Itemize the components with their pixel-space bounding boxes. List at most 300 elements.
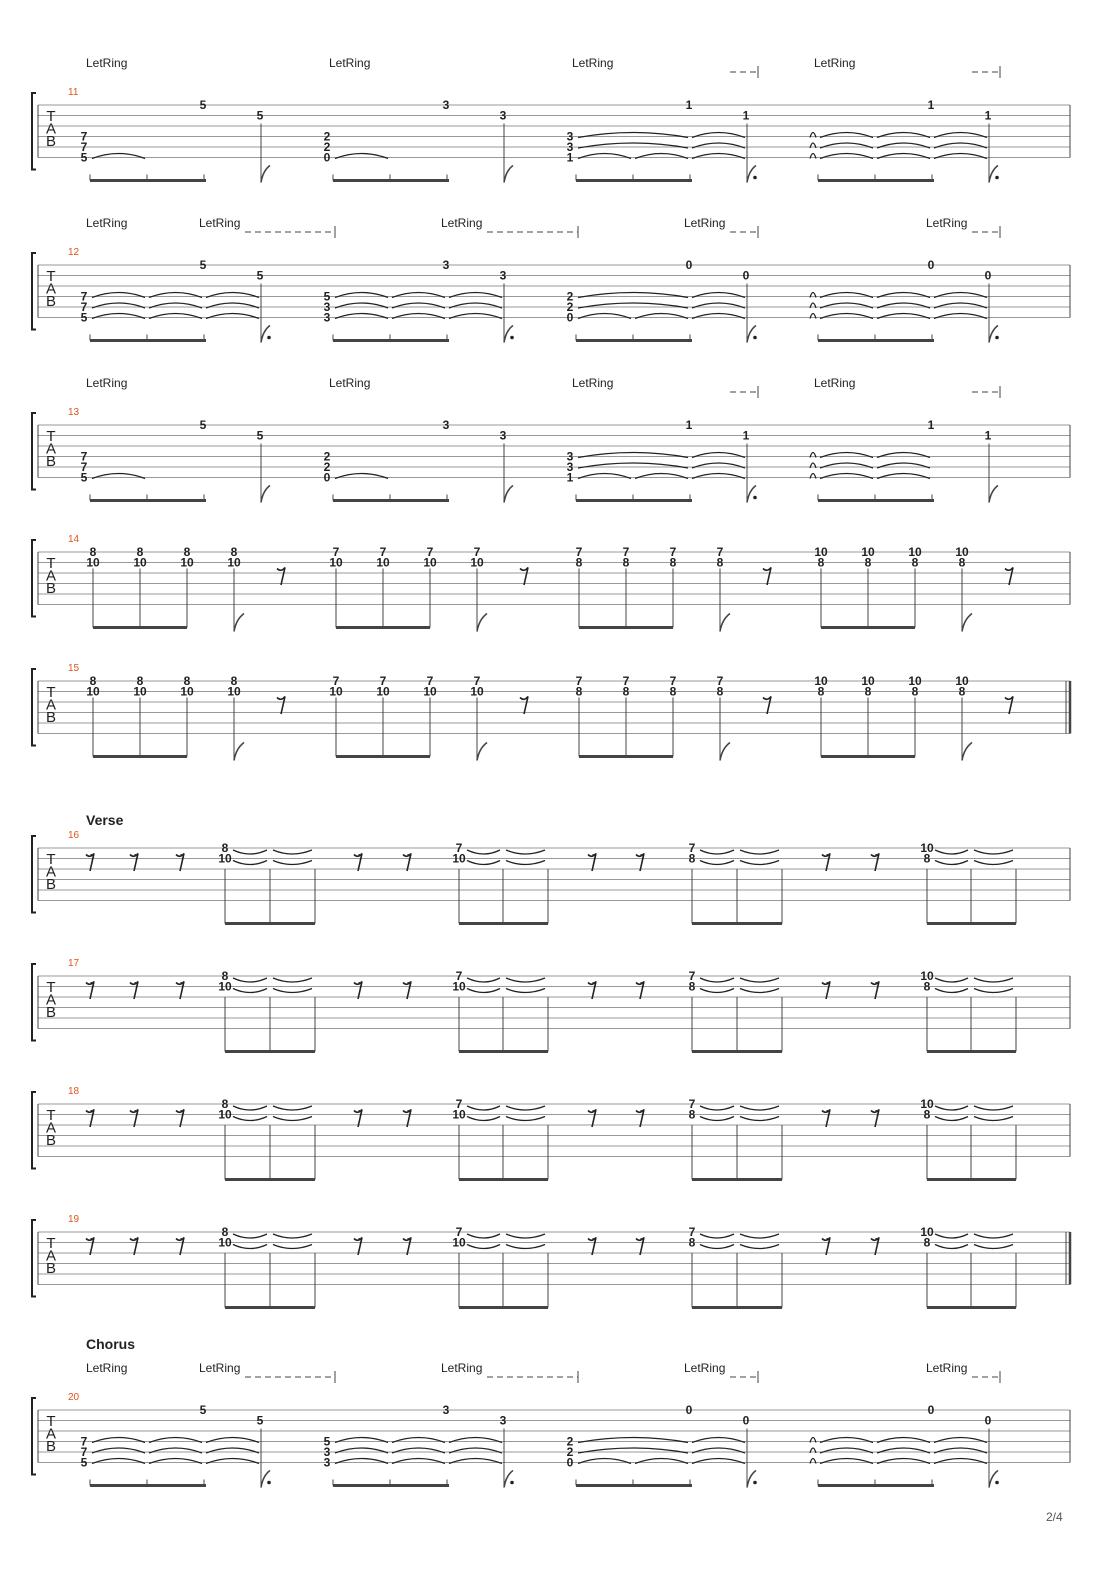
fret-number: 8 <box>183 545 191 559</box>
fret-number: 2 <box>323 140 331 154</box>
tie-arc <box>506 978 545 982</box>
fret-number: 10 <box>955 545 969 559</box>
tie-arc <box>233 1234 267 1238</box>
fret-number: 0 <box>685 1403 693 1417</box>
tab-clef-letter: B <box>45 1004 57 1021</box>
dot-mark <box>753 176 757 180</box>
fret-number: 2 <box>566 300 574 314</box>
tie-arc <box>233 1117 267 1121</box>
fret-number: 8 <box>89 674 97 688</box>
fret-number: 7 <box>688 969 696 983</box>
tie-arc <box>974 989 1013 993</box>
tie-arc <box>233 989 267 993</box>
note-flag <box>989 166 998 183</box>
tab-clef-letter: A <box>45 1425 57 1443</box>
fret-number: 8 <box>136 545 144 559</box>
let-ring-label: LetRing <box>199 216 241 230</box>
tab-clef-letter: B <box>45 580 57 597</box>
eighth-rest: 𝄾 <box>90 1233 95 1251</box>
system-bracket <box>32 253 36 330</box>
tab-clef-letter: T <box>46 979 56 996</box>
let-ring-label: LetRing <box>926 1361 968 1375</box>
tab-clef-letter: B <box>45 133 57 150</box>
fret-number: 7 <box>80 1445 88 1459</box>
eighth-rest: 𝄾 <box>640 1105 645 1123</box>
tab-clef-letter: A <box>45 1247 57 1265</box>
eighth-rest: 𝄾 <box>358 1105 363 1123</box>
fret-number: 8 <box>221 841 229 855</box>
dot-mark <box>995 1481 999 1485</box>
tie-arc <box>740 978 779 982</box>
eighth-rest: 𝄾 <box>592 977 597 995</box>
eighth-rest: 𝄾 <box>358 1233 363 1251</box>
let-ring-label: LetRing <box>199 1361 241 1375</box>
fret-number: 8 <box>89 545 97 559</box>
fret-number: 10 <box>218 1107 232 1122</box>
note-flag <box>989 326 998 343</box>
fret-number: 10 <box>329 684 343 699</box>
section-label: Chorus <box>86 1336 135 1352</box>
fret-number: 10 <box>218 1235 232 1250</box>
fret-number: 7 <box>80 449 88 464</box>
fret-number: 10 <box>227 684 241 699</box>
dot-mark <box>267 336 271 340</box>
note-flag <box>962 743 972 761</box>
tie-arc <box>700 1245 734 1249</box>
eighth-rest: 𝄾 <box>875 1105 880 1123</box>
fret-number: 10 <box>329 555 343 570</box>
tab-clef-letter: A <box>45 120 57 138</box>
fret-number: 5 <box>199 1403 207 1417</box>
fret-number: 5 <box>323 289 331 304</box>
measure-number: 17 <box>68 958 80 969</box>
tie-arc <box>273 978 312 982</box>
fret-number: 10 <box>133 555 147 570</box>
tab-system-11 <box>32 56 1070 183</box>
tie-arc <box>974 1245 1013 1249</box>
fret-number: 5 <box>199 418 207 432</box>
fret-number: 3 <box>323 300 331 314</box>
fret-number: 7 <box>332 545 340 559</box>
fret-number: 3 <box>323 310 331 325</box>
fret-number: 8 <box>221 1225 229 1239</box>
system-bracket <box>32 1092 36 1169</box>
dot-mark <box>753 336 757 340</box>
note-flag <box>504 486 513 503</box>
tie-arc <box>233 850 267 854</box>
tab-clef-letter: T <box>46 428 56 445</box>
tab-clef-letter: T <box>46 108 56 125</box>
tab-system-20 <box>32 1336 1070 1488</box>
fret-number: 8 <box>911 684 919 699</box>
fret-number: 7 <box>473 545 481 559</box>
eighth-rest: 𝄾 <box>592 1233 597 1251</box>
fret-number: 3 <box>566 140 574 154</box>
tie-arc <box>467 850 500 854</box>
note-flag <box>261 486 270 503</box>
tie-arc <box>740 850 779 854</box>
eighth-rest: 𝄾 <box>875 849 880 867</box>
fret-number: 7 <box>669 545 677 559</box>
fret-number: 3 <box>499 1413 507 1428</box>
fret-number: 10 <box>920 1097 934 1111</box>
eighth-rest <box>1005 697 1013 715</box>
fret-number: 7 <box>426 545 434 559</box>
fret-number: 10 <box>423 684 437 699</box>
tie-arc <box>506 1106 545 1110</box>
fret-number: 7 <box>473 674 481 688</box>
let-ring-label: LetRing <box>684 216 726 230</box>
note-flag <box>477 743 487 761</box>
fret-number: 0 <box>984 1413 992 1428</box>
tie-arc <box>974 1106 1013 1110</box>
tie-arc <box>467 1234 500 1238</box>
fret-number: 8 <box>688 1107 696 1122</box>
fret-number: 8 <box>923 979 931 994</box>
eighth-rest <box>277 697 285 715</box>
eighth-rest: 𝄾 <box>407 977 412 995</box>
tie-arc <box>740 1245 779 1249</box>
fret-number: 8 <box>183 674 191 688</box>
let-ring-label: LetRing <box>926 216 968 230</box>
tie-arc <box>935 1234 968 1238</box>
note-flag <box>720 743 730 761</box>
fret-number: 1 <box>685 98 693 112</box>
fret-number: 8 <box>923 851 931 866</box>
fret-number: 7 <box>379 674 387 688</box>
fret-number: 10 <box>86 684 100 699</box>
fret-number: 8 <box>923 1107 931 1122</box>
fret-number: 3 <box>499 268 507 283</box>
fret-number: 5 <box>80 310 88 325</box>
eighth-rest: 𝄾 <box>180 1233 185 1251</box>
measure-number: 14 <box>68 534 80 545</box>
tie-arc <box>935 989 968 993</box>
note-flag <box>747 1471 756 1488</box>
tab-clef-letter: A <box>45 696 57 714</box>
tie-arc <box>467 978 500 982</box>
tie-arc <box>506 850 545 854</box>
tab-clef-letter: B <box>45 1260 57 1277</box>
fret-number: 3 <box>442 418 450 432</box>
eighth-rest: 𝄾 <box>180 849 185 867</box>
eighth-rest <box>277 568 285 586</box>
eighth-rest: 𝄾 <box>592 849 597 867</box>
eighth-rest <box>763 697 771 715</box>
dot-mark <box>753 496 757 500</box>
tab-clef-letter: T <box>46 555 56 572</box>
let-ring-label: LetRing <box>86 56 128 70</box>
tie-arc <box>700 989 734 993</box>
fret-number: 1 <box>927 98 935 112</box>
note-flag <box>504 1471 513 1488</box>
tab-clef-letter: T <box>46 268 56 285</box>
fret-number: 5 <box>80 150 88 165</box>
fret-number: 10 <box>218 979 232 994</box>
fret-number: 5 <box>80 1455 88 1470</box>
fret-number: 3 <box>566 129 574 144</box>
system-bracket <box>32 669 36 746</box>
fret-number: 5 <box>256 108 264 123</box>
fret-number: 3 <box>566 449 574 464</box>
fret-number: 0 <box>685 258 693 272</box>
eighth-rest: 𝄾 <box>90 1105 95 1123</box>
fret-number: 8 <box>817 684 825 699</box>
fret-number: 7 <box>455 1225 463 1239</box>
tie-arc <box>506 1234 545 1238</box>
eighth-rest: 𝄾 <box>875 977 880 995</box>
fret-number: 0 <box>566 310 574 325</box>
fret-number: 10 <box>470 684 484 699</box>
fret-number: 2 <box>566 1434 574 1449</box>
let-ring-label: LetRing <box>814 376 856 390</box>
note-flag <box>504 326 513 343</box>
tab-system-19 <box>32 1214 1070 1308</box>
measure-number: 12 <box>68 247 80 258</box>
fret-number: 8 <box>136 674 144 688</box>
fret-number: 10 <box>452 851 466 866</box>
eighth-rest: 𝄾 <box>134 1233 139 1251</box>
fret-number: 8 <box>911 555 919 570</box>
tie-arc <box>700 1106 734 1110</box>
tie-arc <box>273 850 312 854</box>
fret-number: 5 <box>80 470 88 485</box>
fret-number: 8 <box>669 555 677 570</box>
tie-arc <box>700 978 734 982</box>
measure-number: 16 <box>68 830 80 841</box>
tab-clef-letter: T <box>46 1235 56 1252</box>
fret-number: 3 <box>499 428 507 443</box>
tie-arc <box>935 850 968 854</box>
tab-clef-letter: T <box>46 1107 56 1124</box>
system-bracket <box>32 93 36 170</box>
fret-number: 10 <box>920 969 934 983</box>
eighth-rest: 𝄾 <box>134 849 139 867</box>
fret-number: 8 <box>221 969 229 983</box>
eighth-rest: 𝄾 <box>407 1105 412 1123</box>
fret-number: 8 <box>923 1235 931 1250</box>
tab-clef-letter: A <box>45 280 57 298</box>
eighth-rest <box>1005 568 1013 586</box>
tie-arc <box>467 1117 500 1121</box>
tab-clef-letter: B <box>45 876 57 893</box>
fret-number: 10 <box>814 545 828 559</box>
eighth-rest: 𝄾 <box>875 1233 880 1251</box>
system-bracket <box>32 836 36 913</box>
let-ring-label: LetRing <box>441 1361 483 1375</box>
fret-number: 10 <box>86 555 100 570</box>
tie-arc <box>974 850 1013 854</box>
fret-number: 10 <box>227 555 241 570</box>
fret-number: 0 <box>742 1413 750 1428</box>
fret-number: 8 <box>221 1097 229 1111</box>
tie-arc <box>700 1117 734 1121</box>
fret-number: 10 <box>955 674 969 688</box>
fret-number: 8 <box>622 684 630 699</box>
fret-number: 10 <box>180 684 194 699</box>
fret-number: 8 <box>864 684 872 699</box>
dot-mark <box>267 1481 271 1485</box>
fret-number: 3 <box>323 1455 331 1470</box>
fret-number: 8 <box>669 684 677 699</box>
dot-mark <box>753 1481 757 1485</box>
tab-clef-letter: B <box>45 709 57 726</box>
fret-number: 0 <box>927 258 935 272</box>
fret-number: 7 <box>455 841 463 855</box>
note-flag <box>720 614 730 632</box>
let-ring-label: LetRing <box>572 376 614 390</box>
fret-number: 10 <box>376 555 390 570</box>
eighth-rest: 𝄾 <box>180 1105 185 1123</box>
fret-number: 10 <box>814 674 828 688</box>
tie-arc <box>467 861 500 865</box>
tie-arc <box>700 861 734 865</box>
let-ring-label: LetRing <box>86 1361 128 1375</box>
tie-arc <box>740 1234 779 1238</box>
fret-number: 10 <box>423 555 437 570</box>
tab-clef-letter: A <box>45 863 57 881</box>
note-flag <box>989 1471 998 1488</box>
fret-number: 5 <box>323 1434 331 1449</box>
fret-number: 7 <box>575 674 583 688</box>
fret-number: 7 <box>575 545 583 559</box>
eighth-rest: 𝄾 <box>134 977 139 995</box>
fret-number: 2 <box>323 460 331 474</box>
eighth-rest: 𝄾 <box>358 977 363 995</box>
tab-clef-letter: T <box>46 1413 56 1430</box>
tie-arc <box>740 1117 779 1121</box>
fret-number: 1 <box>984 428 992 443</box>
fret-number: 8 <box>230 545 238 559</box>
fret-number: 7 <box>80 300 88 314</box>
fret-number: 10 <box>452 979 466 994</box>
fret-number: 0 <box>566 1455 574 1470</box>
fret-number: 0 <box>323 150 331 165</box>
tab-system-13 <box>32 376 1070 503</box>
eighth-rest: 𝄾 <box>134 1105 139 1123</box>
fret-number: 0 <box>323 470 331 485</box>
fret-number: 10 <box>861 545 875 559</box>
fret-number: 1 <box>685 418 693 432</box>
fret-number: 5 <box>256 268 264 283</box>
system-bracket <box>32 1220 36 1297</box>
note-flag <box>747 166 756 183</box>
let-ring-label: LetRing <box>684 1361 726 1375</box>
fret-number: 10 <box>908 674 922 688</box>
let-ring-label: LetRing <box>329 376 371 390</box>
fret-number: 0 <box>742 268 750 283</box>
fret-number: 10 <box>180 555 194 570</box>
note-flag <box>261 166 270 183</box>
tie-arc <box>467 1106 500 1110</box>
fret-number: 2 <box>566 289 574 304</box>
note-flag <box>747 486 756 503</box>
fret-number: 10 <box>376 684 390 699</box>
fret-number: 8 <box>958 555 966 570</box>
tie-arc <box>233 978 267 982</box>
tie-arc <box>506 861 545 865</box>
tie-arc <box>233 861 267 865</box>
fret-number: 8 <box>817 555 825 570</box>
fret-number: 8 <box>688 851 696 866</box>
system-bracket <box>32 964 36 1041</box>
tie-arc <box>935 978 968 982</box>
let-ring-label: LetRing <box>329 56 371 70</box>
tab-system-16 <box>32 812 1070 924</box>
tie-arc <box>506 989 545 993</box>
eighth-rest <box>520 568 528 586</box>
tie-arc <box>273 1106 312 1110</box>
tab-clef-letter: B <box>45 453 57 470</box>
system-bracket <box>32 413 36 490</box>
fret-number: 7 <box>379 545 387 559</box>
fret-number: 8 <box>575 555 583 570</box>
tie-arc <box>974 1234 1013 1238</box>
tab-system-18 <box>32 1086 1070 1180</box>
tab-clef-letter: T <box>46 684 56 701</box>
tab-clef-letter: B <box>45 293 57 310</box>
fret-number: 8 <box>716 684 724 699</box>
fret-number: 5 <box>256 1413 264 1428</box>
let-ring-label: LetRing <box>814 56 856 70</box>
tie-arc <box>273 1234 312 1238</box>
fret-number: 1 <box>984 108 992 123</box>
eighth-rest: 𝄾 <box>640 977 645 995</box>
note-flag <box>234 743 244 761</box>
fret-number: 10 <box>920 841 934 855</box>
let-ring-label: LetRing <box>86 216 128 230</box>
eighth-rest: 𝄾 <box>826 1105 831 1123</box>
fret-number: 7 <box>80 289 88 304</box>
let-ring-label: LetRing <box>572 56 614 70</box>
dot-mark <box>995 336 999 340</box>
fret-number: 7 <box>669 674 677 688</box>
fret-number: 2 <box>323 129 331 144</box>
fret-number: 3 <box>566 460 574 474</box>
fret-number: 0 <box>927 1403 935 1417</box>
let-ring-label: LetRing <box>86 376 128 390</box>
fret-number: 8 <box>622 555 630 570</box>
fret-number: 8 <box>716 555 724 570</box>
tie-arc <box>506 1117 545 1121</box>
tie-arc <box>974 1117 1013 1121</box>
tie-arc <box>467 989 500 993</box>
fret-number: 10 <box>861 674 875 688</box>
tab-clef-letter: B <box>45 1132 57 1149</box>
tie-arc <box>740 1106 779 1110</box>
fret-number: 3 <box>442 258 450 272</box>
eighth-rest: 𝄾 <box>90 849 95 867</box>
fret-number: 10 <box>218 851 232 866</box>
fret-number: 0 <box>984 268 992 283</box>
fret-number: 8 <box>864 555 872 570</box>
fret-number: 7 <box>688 1097 696 1111</box>
eighth-rest: 𝄾 <box>407 849 412 867</box>
tie-arc <box>700 850 734 854</box>
system-bracket <box>32 1398 36 1475</box>
fret-number: 7 <box>622 674 630 688</box>
fret-number: 1 <box>742 108 750 123</box>
fret-number: 3 <box>442 1403 450 1417</box>
eighth-rest: 𝄾 <box>826 1233 831 1251</box>
tab-system-17 <box>32 958 1070 1052</box>
fret-number: 7 <box>688 841 696 855</box>
tie-arc <box>273 1117 312 1121</box>
tie-arc <box>700 1234 734 1238</box>
tab-clef-letter: A <box>45 991 57 1009</box>
fret-number: 1 <box>566 470 574 485</box>
tab-clef-letter: A <box>45 440 57 458</box>
